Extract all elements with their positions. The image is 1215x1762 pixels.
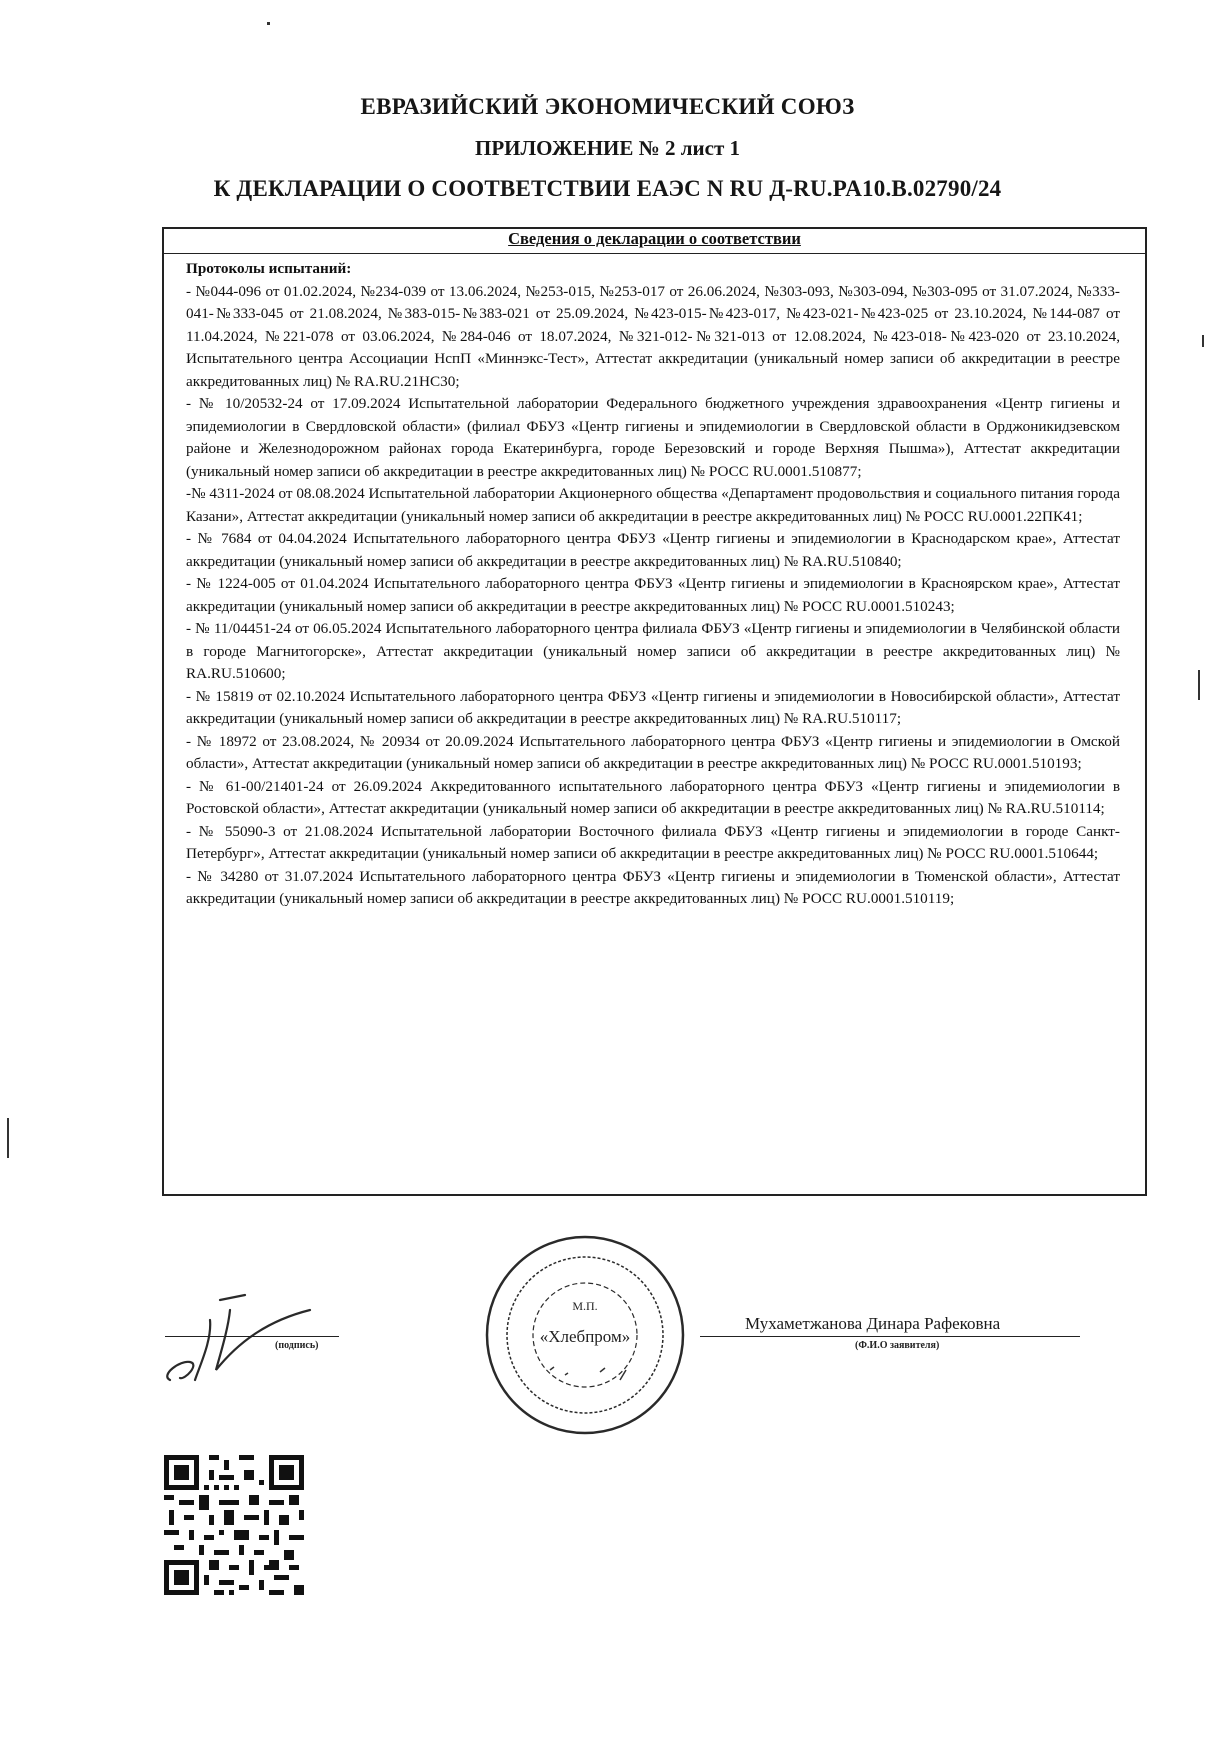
scan-mark <box>267 22 270 25</box>
protocol-item: - № 7684 от 04.04.2024 Испытательного лабораторного центра ФБУЗ «Центр гигиены и эпидемиологии в Краснодарском крае», Аттестат аккредитации (уникальный номер записи об аккредитации в реестре аккредитованных лиц) № RA.RU.510840; <box>186 530 1120 570</box>
protocol-item: - № 55090-3 от 21.08.2024 Испытательной лаборатории Восточного филиала ФБУЗ «Центр гигиены и эпидемиологии в городе Санкт-Петербург», Аттестат аккредитации (уникальный номер записи об аккредитации в реестре аккредитованных лиц) № РОСС RU.0001.510644; <box>186 822 1120 862</box>
protocol-item: - № 15819 от 02.10.2024 Испытательного лабораторного центра ФБУЗ «Центр гигиены и эпидемиологии в Новосибирской области», Аттестат аккредитации (уникальный номер записи об аккредитации в реестре аккредитованных лиц) № RA.RU.510117; <box>186 687 1120 727</box>
section-title: Сведения о декларации о соответствии <box>508 229 801 248</box>
stamp-mp: М.П. <box>572 1299 598 1313</box>
protocol-item: -№ 4311-2024 от 08.08.2024 Испытательной лаборатории Акционерного общества «Департамент продовольствия и социального питания города Казани», Аттестат аккредитации (уникальный номер записи об аккредитации в реестре аккредитованных лиц) № РОСС RU.0001.22ПК41; <box>186 485 1120 525</box>
protocol-item: - № 34280 от 31.07.2024 Испытательного лабораторного центра ФБУЗ «Центр гигиены и эпидемиологии в Тюменской области», Аттестат аккредитации (уникальный номер записи об аккредитации в реестре аккредитованных лиц) № РОСС RU.0001.510119; <box>186 867 1120 907</box>
applicant-name: Мухаметжанова Динара Рафековна <box>745 1314 1001 1333</box>
qr-code <box>164 1455 304 1595</box>
scan-mark <box>1202 335 1204 347</box>
scan-mark <box>1198 670 1200 700</box>
scan-mark <box>7 1118 9 1158</box>
protocol-item: - № 61-00/21401-24 от 26.09.2024 Аккредитованного испытательного лабораторного центра ФБУЗ «Центр гигиены и эпидемиологии в Ростовской области», Аттестат аккредитации (уникальный номер записи об аккредитации в реестре аккредитованных лиц) № RA.RU.510114; <box>186 777 1120 817</box>
protocol-item: - № 18972 от 23.08.2024, № 20934 от 20.09.2024 Испытательного лабораторного центра ФБУЗ «Центр гигиены и эпидемиологии в Омской области», Аттестат аккредитации (уникальный номер записи об аккредитации в реестре аккредитованных лиц) № РОСС RU.0001.510193; <box>186 732 1120 772</box>
signature-line <box>165 1336 339 1337</box>
protocols-list <box>186 258 1120 911</box>
company-stamp <box>480 1230 690 1440</box>
protocol-item: - № 10/20532-24 от 17.09.2024 Испытательной лаборатории Федерального бюджетного учреждения здравоохранения «Центр гигиены и эпидемиологии в Свердловской области» (филиал ФБУЗ «Центр гигиены и эпидемиологии в Свердловской области в Орджоникидзевском районе и Железнодорожном районах города Екатеринбурга, городе Березовский и городе Верхняя Пышма»), Аттестат аккредитации (уникальный номер записи об аккредитации в реестре аккредитованных лиц) № РОСС RU.0001.510877; <box>186 395 1120 480</box>
union-title: ЕВРАЗИЙСКИЙ ЭКОНОМИЧЕСКИЙ СОЮЗ <box>360 94 855 119</box>
applicant-name-line <box>700 1336 1080 1337</box>
protocols-heading: Протоколы испытаний: <box>186 260 352 277</box>
handwritten-signature <box>150 1280 350 1390</box>
declaration-title: К ДЕКЛАРАЦИИ О СООТВЕТСТВИИ ЕАЭС N RU Д-RU.PA10.B.02790/24 <box>213 176 1002 201</box>
stamp-company: «Хлебпром» <box>539 1327 631 1346</box>
signature-caption: (подпись) <box>275 1340 319 1351</box>
section-title-divider <box>164 253 1145 254</box>
protocol-item: - № 1224-005 от 01.04.2024 Испытательного лабораторного центра ФБУЗ «Центр гигиены и эпидемиологии в Красноярском крае», Аттестат аккредитации (уникальный номер записи об аккредитации в реестре аккредитованных лиц) № РОСС RU.0001.510243; <box>186 575 1120 615</box>
protocol-item: - № 11/04451-24 от 06.05.2024 Испытательного лабораторного центра филиала ФБУЗ «Центр гигиены и эпидемиологии в Челябинской области в городе Магнитогорске», Аттестат аккредитации (уникальный номер записи об аккредитации в реестре аккредитованных лиц) № RA.RU.510600; <box>186 620 1120 682</box>
protocol-item: - №044-096 от 01.02.2024, №234-039 от 13.06.2024, №253-015, №253-017 от 26.06.2024, №303-093, №303-094, №303-095 от 31.07.2024, №333-041-№333-045 от 21.08.2024, №383-015-№383-021 от 25.09.2024, №423-015-№423-017, №423-021-№423-025 от 23.10.2024, №144-087 от 11.04.2024, №221-078 от 03.06.2024, №284-046 от 18.07.2024, №321-012-№321-013 от 12.08.2024, №423-018-№423-020 от 23.10.2024, Испытательного центра Ассоциации НспП «Миннэкс-Тест», Аттестат аккредитации (уникальный номер записи об аккредитации в реестре аккредитованных лиц) № RA.RU.21НС30; <box>186 282 1120 390</box>
applicant-name-caption: (Ф.И.О заявителя) <box>855 1340 940 1351</box>
appendix-title: ПРИЛОЖЕНИЕ № 2 лист 1 <box>474 136 741 160</box>
